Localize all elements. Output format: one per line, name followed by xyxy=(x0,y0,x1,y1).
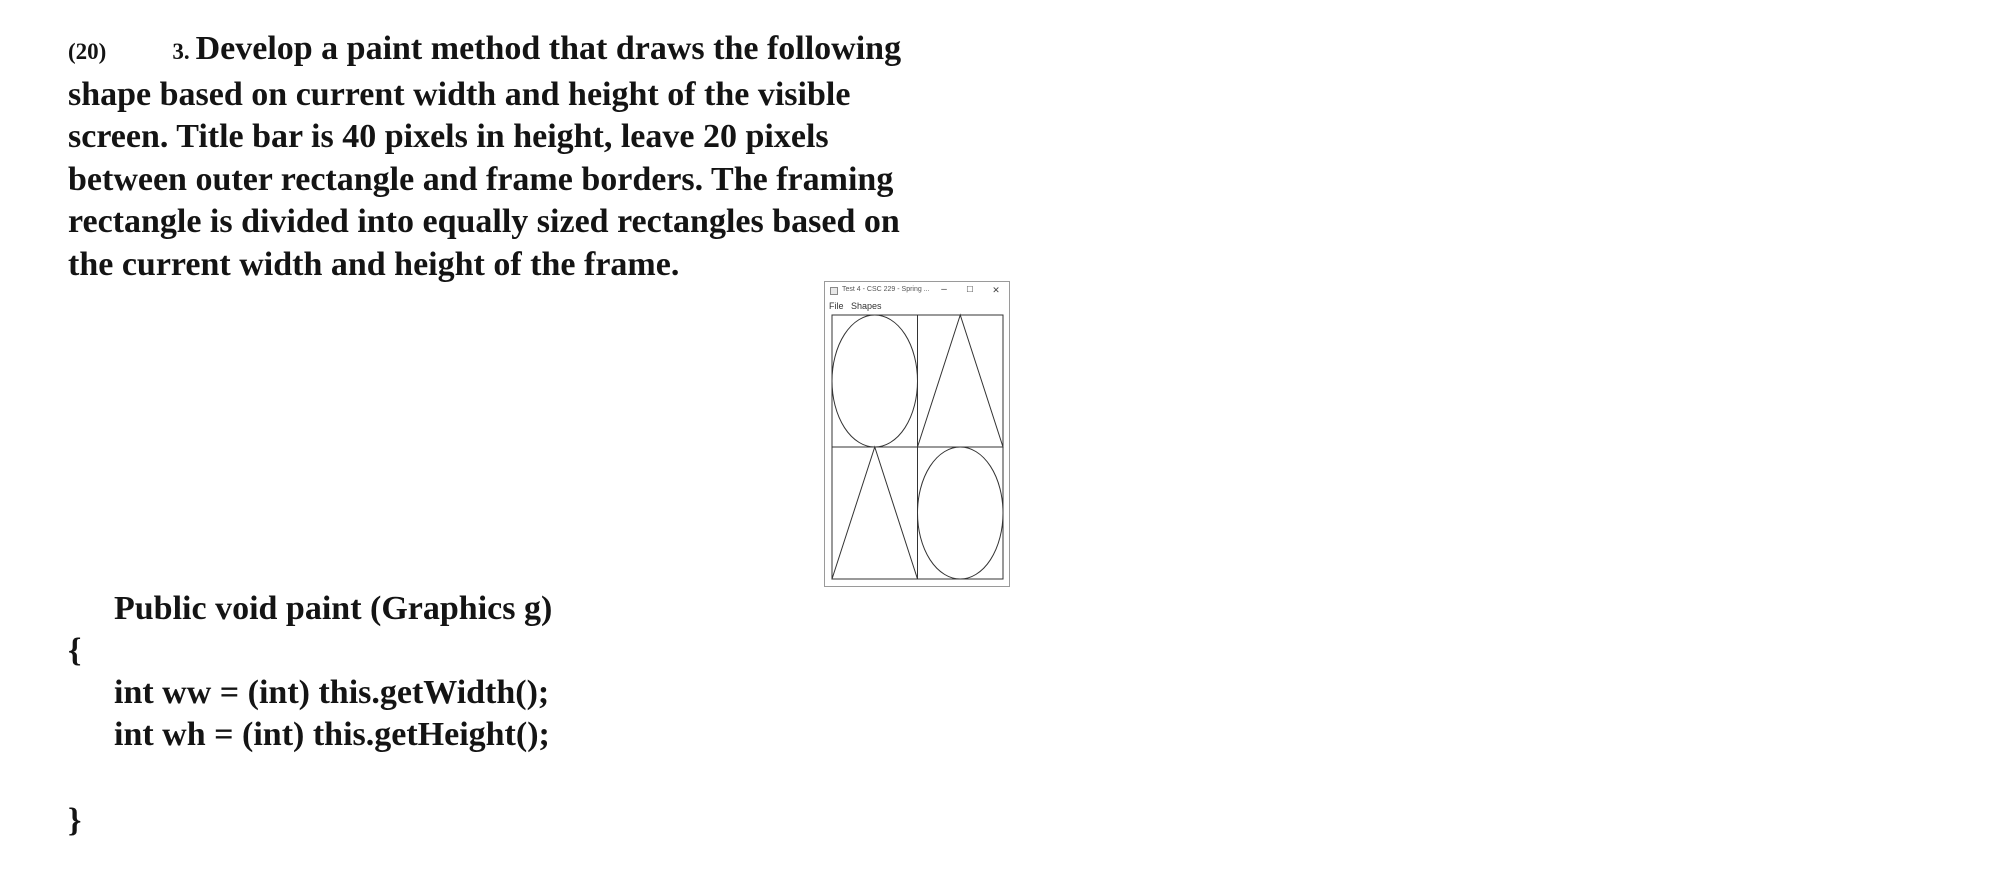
window-title: Test 4 - CSC 229 - Spring ... xyxy=(842,286,930,293)
code-line-width: int ww = (int) this.getWidth(); xyxy=(114,674,550,711)
question-line-2: shape based on current width and height of the visible xyxy=(68,75,851,113)
bottom-right-oval xyxy=(918,447,1004,579)
close-icon: ✕ xyxy=(992,285,1000,295)
example-window-screenshot xyxy=(824,281,1010,587)
method-signature: Public void paint (Graphics g) xyxy=(114,590,553,627)
question-text xyxy=(68,28,968,286)
question-line-5: rectangle is divided into equally sized rectangles based on xyxy=(68,203,900,240)
code-line-height: int wh = (int) this.getHeight(); xyxy=(114,716,550,753)
maximize-icon: ☐ xyxy=(966,285,974,294)
question-line-6: the current width and height of the frame. xyxy=(68,245,680,283)
code-block xyxy=(68,588,552,756)
window-titlebar xyxy=(825,282,1009,300)
top-left-oval xyxy=(832,315,918,447)
top-right-triangle xyxy=(918,315,1004,447)
points-label: (20) xyxy=(68,39,107,64)
close-brace: } xyxy=(68,802,82,839)
menu-file: File xyxy=(829,301,844,311)
question-line-1-text: Develop a paint method that draws the following xyxy=(195,30,902,67)
minimize-icon: – xyxy=(941,284,947,295)
question-number: 3. xyxy=(172,39,190,64)
menu-shapes: Shapes xyxy=(851,301,882,311)
window-menubar xyxy=(825,300,1009,312)
shapes-canvas xyxy=(825,312,1009,586)
question-line-3: screen. Title bar is 40 pixels in height, leave 20 pixels xyxy=(68,118,829,155)
question-line-1 xyxy=(68,28,968,74)
open-brace: { xyxy=(68,632,82,669)
java-app-icon xyxy=(830,287,838,295)
bottom-left-triangle xyxy=(832,447,918,579)
question-line-4: between outer rectangle and frame borders. The framing xyxy=(68,160,894,198)
